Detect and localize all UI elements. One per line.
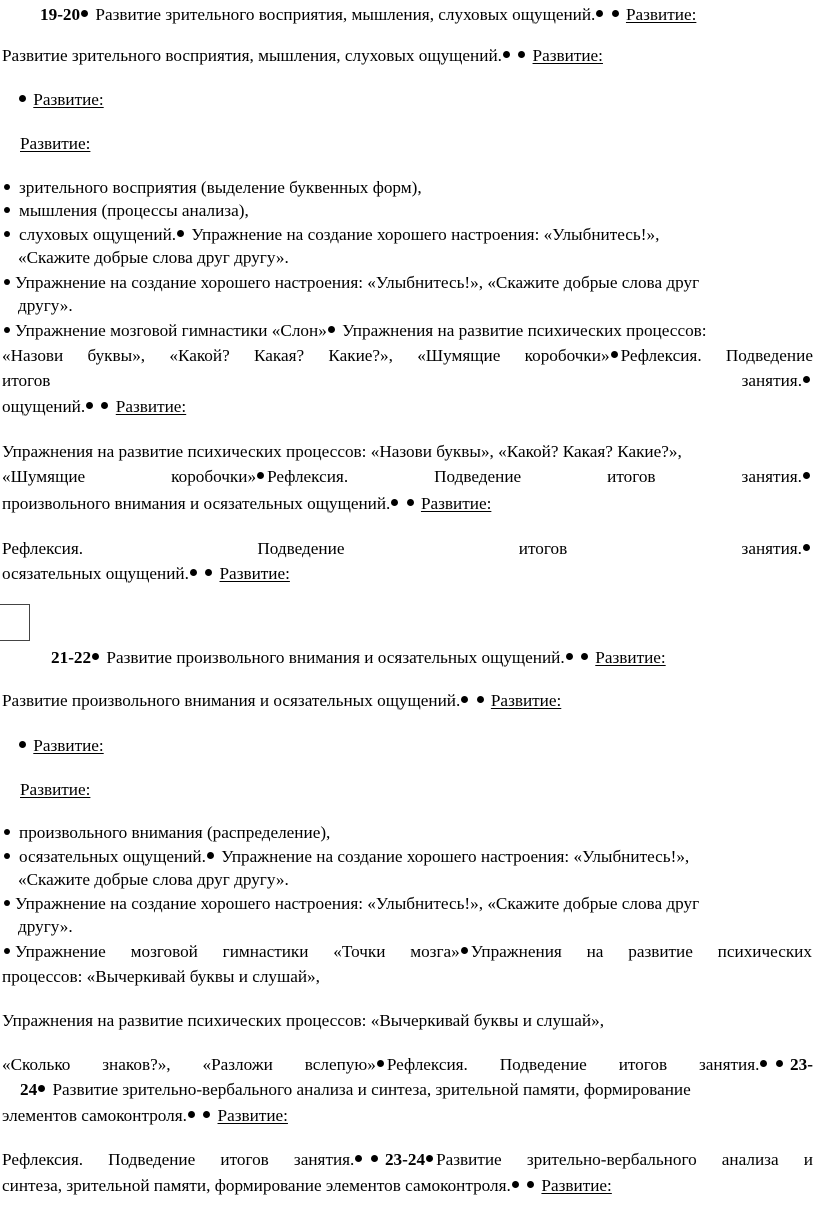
paragraph-line	[18, 89, 104, 111]
word: на	[586, 942, 604, 961]
text: Развитие зрительно-вербального анализа и синтеза, зрительной памяти, формирование	[52, 1080, 691, 1099]
text: элементов самоконтроля.	[2, 1106, 187, 1125]
text: Развитие зрительного восприятия, мышления, слуховых ощущений.	[2, 46, 502, 65]
word: психических	[717, 942, 812, 961]
paragraph-line	[2, 1010, 604, 1032]
word: гимнастики	[222, 942, 309, 961]
word: «Назови	[2, 346, 64, 365]
bullet-icon	[512, 1181, 519, 1188]
text: Упражнение на создание хорошего настроения: «Улыбнитесь!», «Скажите добрые слова друг	[15, 894, 700, 913]
word: коробочки»	[524, 346, 610, 365]
heading-text: Развитие произвольного внимания и осязательных ощущений.	[106, 648, 565, 667]
word: Рефлексия.	[2, 1150, 84, 1169]
razvitie-label: Развитие:	[490, 691, 562, 710]
justified-line	[4, 941, 812, 963]
bullet-icon	[407, 499, 414, 506]
bullet-icon	[371, 1155, 378, 1162]
bullet-icon	[4, 829, 10, 835]
bullet-icon	[4, 853, 10, 859]
bullet-icon	[205, 569, 212, 576]
word: Подведение	[499, 1055, 587, 1074]
bullet-icon	[596, 10, 603, 17]
razvitie-label: Развитие:	[20, 780, 91, 799]
word: зрительно-вербального	[526, 1150, 697, 1169]
text: слуховых ощущений.	[19, 225, 177, 244]
bullet-icon	[19, 95, 26, 102]
text: осязательных ощущений.	[19, 847, 206, 866]
word: мозга»	[410, 942, 460, 961]
list-item	[4, 846, 689, 868]
word: Рефлексия.	[620, 346, 702, 365]
word: Рефлексия.	[267, 467, 349, 486]
text: Упражнения на развитие психических процессов: «Вычеркивай буквы и слушай»,	[2, 1011, 604, 1030]
bullet-icon	[4, 900, 10, 906]
razvitie-label: Развитие:	[541, 1176, 612, 1195]
word: вслепую»	[304, 1055, 376, 1074]
paragraph-line	[2, 690, 561, 712]
razvitie-label: Развитие:	[217, 1106, 288, 1125]
paragraph-line	[2, 493, 491, 515]
word: занятия.	[741, 371, 802, 390]
razvitie-label: Развитие:	[625, 5, 697, 24]
bullet-icon	[188, 1111, 195, 1118]
word: Какая?	[253, 346, 305, 365]
text: мышления (процессы анализа),	[19, 201, 249, 220]
text: «Скажите добрые слова друг другу».	[18, 248, 289, 267]
paragraph-line	[4, 272, 699, 294]
text: Упражнения на развитие психических процессов: «Назови буквы», «Какой? Какая? Какие?»,	[2, 442, 682, 461]
text: другу».	[18, 917, 73, 936]
justified-line	[2, 1149, 813, 1171]
word: итогов	[618, 1055, 668, 1074]
word: итогов	[2, 371, 51, 390]
word: занятия.	[741, 467, 802, 486]
section-21-22-heading	[51, 647, 666, 669]
section-19-20-heading	[40, 4, 696, 26]
text: процессов: «Вычеркивай буквы и слушай»,	[2, 967, 320, 986]
justified-line	[2, 466, 813, 488]
paragraph-line	[4, 320, 707, 342]
bullet-icon	[328, 326, 335, 333]
razvitie-label: Развитие:	[219, 564, 290, 583]
bullet-icon	[760, 1060, 767, 1067]
lesson-number: 19-20	[40, 5, 81, 24]
page-break-marker	[0, 604, 30, 641]
bullet-icon	[518, 51, 525, 58]
justified-line	[2, 1054, 813, 1076]
word: занятия.	[741, 539, 802, 558]
bullet-icon	[207, 852, 214, 859]
razvitie-label: Развитие:	[33, 736, 104, 755]
bullet-icon	[4, 948, 10, 954]
razvitie-label: Развитие:	[532, 46, 603, 65]
list-item	[4, 224, 659, 246]
bullet-icon	[527, 1181, 534, 1188]
text: «Скажите добрые слова друг другу».	[18, 870, 289, 889]
lesson-number: 24	[20, 1080, 38, 1099]
bullet-icon	[391, 499, 398, 506]
bullet-icon	[803, 376, 810, 383]
word: «Точки	[333, 942, 386, 961]
lesson-number: 23-24	[384, 1150, 426, 1169]
text: Упражнение мозговой гимнастики «Слон»	[15, 321, 327, 340]
text: синтеза, зрительной памяти, формирование элементов самоконтроля.	[2, 1176, 511, 1195]
word: Подведение	[725, 346, 813, 365]
paragraph-line	[20, 1079, 691, 1101]
bullet-icon	[257, 472, 264, 479]
justified-line	[2, 538, 813, 560]
paragraph-line	[2, 1105, 288, 1127]
paragraph-line	[18, 916, 73, 938]
word: Рефлексия.	[2, 539, 84, 558]
bullet-icon	[4, 184, 10, 190]
bullet-icon	[19, 741, 26, 748]
bullet-icon	[355, 1155, 362, 1162]
razvitie-label: Развитие:	[115, 397, 187, 416]
word: Развитие	[436, 1150, 502, 1169]
word: итогов	[518, 539, 568, 558]
paragraph-line	[2, 966, 320, 988]
lesson-number: 21-22	[51, 648, 92, 667]
paragraph-line	[2, 563, 290, 585]
bullet-icon	[803, 544, 810, 551]
word: анализа	[721, 1150, 779, 1169]
bullet-icon	[177, 230, 184, 237]
bullet-icon	[566, 653, 573, 660]
list-item	[4, 200, 249, 222]
text: Развитие произвольного внимания и осязательных ощущений.	[2, 691, 461, 710]
word: Какие?»,	[328, 346, 393, 365]
word: Рефлексия.	[386, 1055, 468, 1074]
bullet-icon	[426, 1155, 433, 1162]
bullet-icon	[803, 472, 810, 479]
bullet-icon	[4, 327, 10, 333]
word: Подведение	[257, 539, 345, 558]
list-item	[4, 177, 422, 199]
bullet-icon	[461, 696, 468, 703]
bullet-icon	[4, 207, 10, 213]
paragraph-line	[2, 1175, 612, 1197]
bullet-icon	[377, 1060, 384, 1067]
razvitie-label: Развитие:	[595, 648, 666, 667]
word: Подведение	[108, 1150, 196, 1169]
text: Упражнения на развитие психических процессов:	[342, 321, 707, 340]
word: Упражнения	[470, 942, 562, 961]
text: произвольного внимания и осязательных ощущений.	[2, 494, 391, 513]
bullet-icon	[203, 1111, 210, 1118]
bullet-icon	[86, 402, 93, 409]
word: знаков?»,	[102, 1055, 171, 1074]
word: развитие	[628, 942, 693, 961]
bullet-icon	[4, 279, 10, 285]
justified-line	[2, 370, 813, 392]
bullet-icon	[190, 569, 197, 576]
paragraph-line	[2, 396, 186, 418]
list-item	[4, 822, 330, 844]
word: «Шумящие	[417, 346, 501, 365]
word: «Разложи	[202, 1055, 273, 1074]
bullet-icon	[92, 653, 99, 660]
bullet-icon	[776, 1060, 783, 1067]
heading-text: Развитие зрительного восприятия, мышления, слуховых ощущений.	[95, 5, 596, 24]
bullet-icon	[612, 10, 619, 17]
bullet-icon	[101, 402, 108, 409]
word: буквы»,	[87, 346, 146, 365]
paragraph-line	[2, 441, 682, 463]
justified-line	[2, 345, 813, 367]
word: коробочки»	[171, 467, 257, 486]
text: осязательных ощущений.	[2, 564, 189, 583]
word: «Шумящие	[2, 467, 86, 486]
bullet-icon	[81, 10, 88, 17]
text: произвольного внимания (распределение),	[19, 823, 331, 842]
word: Подведение	[434, 467, 522, 486]
list-item-continuation	[18, 869, 289, 891]
paragraph-line	[18, 295, 73, 317]
bullet-icon	[461, 947, 468, 954]
razvitie-label: Развитие:	[420, 494, 492, 513]
razvitie-label: Развитие:	[33, 90, 104, 109]
paragraph-line	[20, 779, 90, 801]
word: итогов	[220, 1150, 269, 1169]
list-item-continuation	[18, 247, 289, 269]
bullet-icon	[581, 653, 588, 660]
bullet-icon	[477, 696, 484, 703]
text: зрительного восприятия (выделение буквенных форм),	[19, 178, 422, 197]
word: «Какой?	[169, 346, 230, 365]
lesson-number: 23-	[790, 1055, 813, 1074]
paragraph-line	[2, 45, 603, 67]
razvitie-label: Развитие:	[20, 134, 91, 153]
text: Упражнение на создание хорошего настроения: «Улыбнитесь!»,	[221, 847, 690, 866]
word: и	[803, 1150, 813, 1169]
text: Упражнение на создание хорошего настроения: «Улыбнитесь!», «Скажите добрые слова друг	[15, 273, 700, 292]
paragraph-line	[4, 893, 699, 915]
word: «Сколько	[2, 1055, 71, 1074]
word: занятия.	[698, 1055, 760, 1074]
bullet-icon	[4, 231, 10, 237]
word: мозговой	[130, 942, 198, 961]
text: другу».	[18, 296, 73, 315]
word: итогов	[607, 467, 656, 486]
word: занятия.	[293, 1150, 355, 1169]
word: Упражнение	[15, 942, 106, 961]
text: ощущений.	[2, 397, 86, 416]
bullet-icon	[611, 351, 618, 358]
paragraph-line	[20, 133, 90, 155]
text: Упражнение на создание хорошего настроения: «Улыбнитесь!»,	[191, 225, 660, 244]
bullet-icon	[38, 1085, 45, 1092]
paragraph-line	[18, 735, 104, 757]
bullet-icon	[503, 51, 510, 58]
